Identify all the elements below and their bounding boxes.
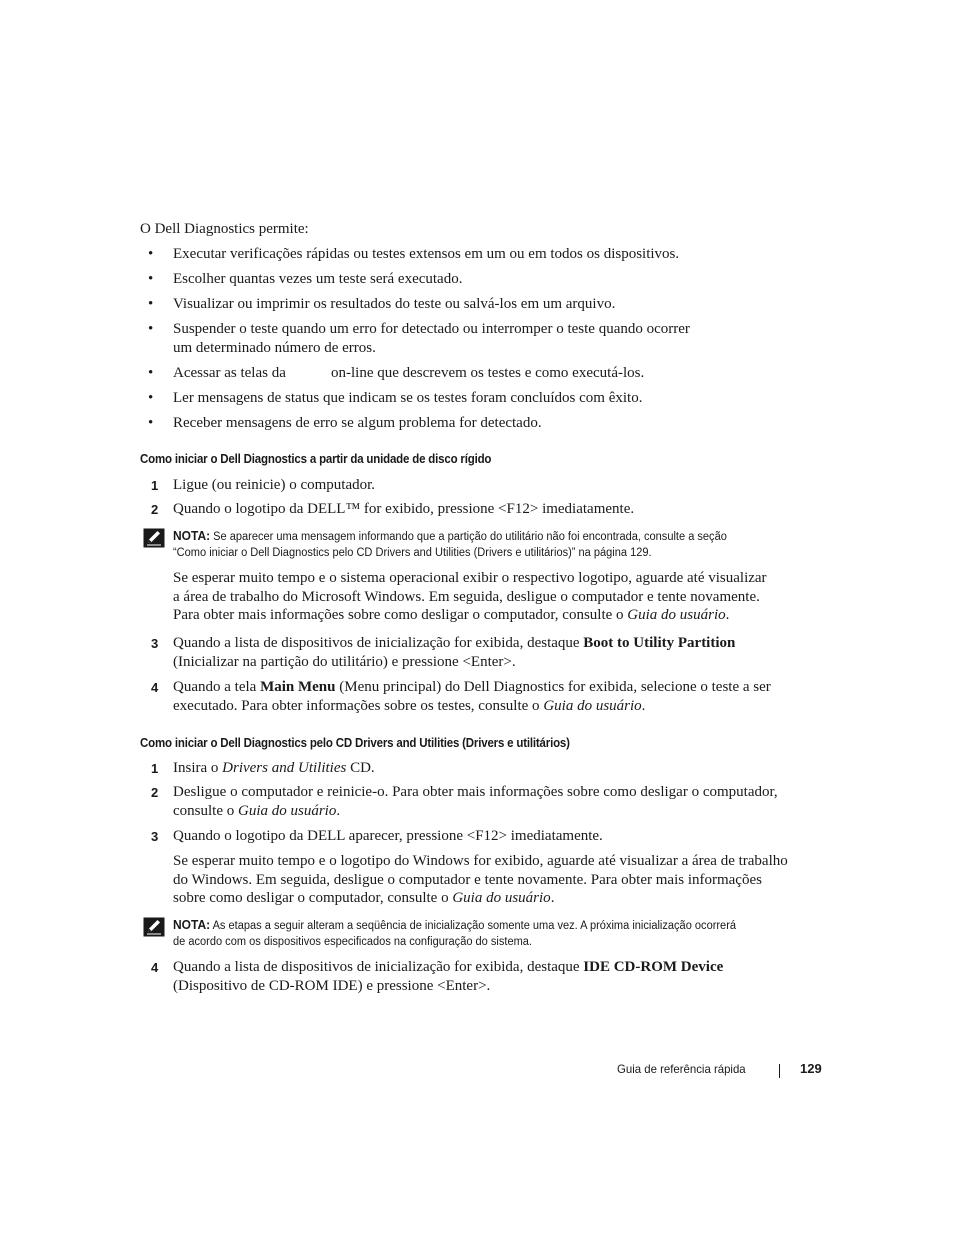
bullet-glyph: • bbox=[148, 390, 154, 406]
step-text: Quando o logotipo da DELL™ for exibido, pressione <F12> imediatamente. bbox=[173, 501, 635, 517]
pencil-note-icon bbox=[143, 917, 165, 937]
bullet-glyph: • bbox=[148, 321, 154, 337]
note-label: NOTA: bbox=[173, 529, 211, 543]
list-item-text: Executar verificações rápidas ou testes extensos em um ou em todos os dispositivos. bbox=[173, 246, 680, 262]
step-text bbox=[173, 759, 823, 778]
footer-separator bbox=[779, 1064, 780, 1078]
paragraph-text: Para obter mais informações sobre como desligar o computador, consulte o bbox=[173, 607, 628, 623]
step-text: Ligue (ou reinicie) o computador. bbox=[173, 477, 376, 493]
bullet-glyph: • bbox=[148, 365, 154, 381]
ui-term: IDE CD-ROM Device bbox=[583, 959, 724, 975]
step-number: 4 bbox=[151, 680, 159, 695]
note-line bbox=[173, 917, 807, 935]
list-item-text: Escolher quantas vezes um teste será executado. bbox=[173, 271, 463, 287]
paragraph-text: . bbox=[725, 607, 730, 623]
list-item-text: Ler mensagens de status que indicam se os testes foram concluídos com êxito. bbox=[173, 390, 643, 406]
list-item-text: Acessar as telas da bbox=[173, 365, 286, 381]
list-item-text: Receber mensagens de erro se algum problema for detectado. bbox=[173, 415, 542, 431]
step-text: Quando o logotipo da DELL aparecer, pressione <F12> imediatamente. bbox=[173, 828, 603, 844]
step-text-part: . bbox=[641, 698, 646, 714]
paragraph-line: Se esperar muito tempo e o sistema operacional exibir o respectivo logotipo, aguarde até visualizar bbox=[173, 570, 767, 586]
step-text-part: Quando a tela bbox=[173, 679, 261, 695]
step-number: 3 bbox=[151, 829, 159, 844]
step-number: 2 bbox=[151, 502, 159, 517]
guide-reference: Guia do usuário bbox=[627, 607, 726, 623]
note-label: NOTA: bbox=[173, 918, 211, 932]
step-number: 1 bbox=[151, 478, 159, 493]
intro-text: O Dell Diagnostics permite: bbox=[140, 221, 309, 237]
step-continuation bbox=[173, 802, 823, 821]
note-line: “Como iniciar o Dell Diagnostics pelo CD Drivers and Utilities (Drivers e utilitários)” na página 129. bbox=[173, 547, 652, 559]
step-text-part: consulte o bbox=[173, 803, 238, 819]
step-text-part: (Menu principal) do Dell Diagnostics for exibida, selecione o teste a ser bbox=[335, 679, 771, 695]
note-text: Se aparecer uma mensagem informando que a partição do utilitário não foi encontrada, consulte a seção bbox=[213, 531, 727, 543]
cd-name: Drivers and Utilities bbox=[222, 760, 347, 776]
section-heading: Como iniciar o Dell Diagnostics pelo CD Drivers and Utilities (Drivers e utilitários) bbox=[140, 736, 570, 750]
guide-reference: Guia do usuário bbox=[543, 698, 642, 714]
step-continuation bbox=[173, 697, 823, 716]
step-text bbox=[173, 634, 823, 653]
step-text-part: CD. bbox=[346, 760, 375, 776]
step-text-part: Quando a lista de dispositivos de inicialização for exibida, destaque bbox=[173, 959, 584, 975]
ui-term: Boot to Utility Partition bbox=[583, 635, 736, 651]
page-number: 129 bbox=[800, 1061, 822, 1076]
note-line bbox=[173, 528, 807, 546]
paragraph-line: do Windows. Em seguida, desligue o computador e tente novamente. Para obter mais informações bbox=[173, 872, 762, 888]
paragraph-line bbox=[173, 606, 823, 625]
step-number: 4 bbox=[151, 960, 159, 975]
paragraph-text: . bbox=[550, 890, 555, 906]
step-number: 2 bbox=[151, 785, 159, 800]
list-item-text: um determinado número de erros. bbox=[173, 340, 376, 356]
list-item-text: Suspender o teste quando um erro for detectado ou interromper o teste quando ocorrer bbox=[173, 321, 690, 337]
list-item-text: on-line que descrevem os testes e como executá-los. bbox=[331, 365, 645, 381]
step-number: 3 bbox=[151, 636, 159, 651]
pencil-note-icon bbox=[143, 528, 165, 548]
step-text bbox=[173, 678, 823, 697]
section-heading: Como iniciar o Dell Diagnostics a partir da unidade de disco rígido bbox=[140, 452, 492, 466]
bullet-glyph: • bbox=[148, 415, 154, 431]
guide-reference: Guia do usuário bbox=[452, 890, 551, 906]
step-text-part: Quando a lista de dispositivos de inicialização for exibida, destaque bbox=[173, 635, 584, 651]
step-text-part: executado. Para obter informações sobre os testes, consulte o bbox=[173, 698, 544, 714]
bullet-glyph: • bbox=[148, 271, 154, 287]
bullet-glyph: • bbox=[148, 296, 154, 312]
step-text-part: Insira o bbox=[173, 760, 223, 776]
guide-reference: Guia do usuário bbox=[238, 803, 337, 819]
paragraph-text: sobre como desligar o computador, consulte o bbox=[173, 890, 453, 906]
step-text: Desligue o computador e reinicie-o. Para obter mais informações sobre como desligar o computador, bbox=[173, 784, 778, 800]
step-number: 1 bbox=[151, 761, 159, 776]
note-line: de acordo com os dispositivos especificados na configuração do sistema. bbox=[173, 936, 532, 948]
bullet-glyph: • bbox=[148, 246, 154, 262]
list-item-text: Visualizar ou imprimir os resultados do teste ou salvá-los em um arquivo. bbox=[173, 296, 616, 312]
paragraph-line: Se esperar muito tempo e o logotipo do Windows for exibido, aguarde até visualizar a área de trabalho bbox=[173, 853, 788, 869]
step-continuation: (Dispositivo de CD-ROM IDE) e pressione <Enter>. bbox=[173, 978, 491, 994]
paragraph-line bbox=[173, 889, 823, 908]
paragraph-line: a área de trabalho do Microsoft Windows. Em seguida, desligue o computador e tente novamente. bbox=[173, 589, 760, 605]
step-text-part: . bbox=[336, 803, 341, 819]
ui-term: Main Menu bbox=[260, 679, 336, 695]
step-continuation: (Inicializar na partição do utilitário) e pressione <Enter>. bbox=[173, 654, 516, 670]
footer-title: Guia de referência rápida bbox=[617, 1062, 746, 1076]
note-text: As etapas a seguir alteram a seqüência de inicialização somente uma vez. A próxima inicialização ocorrerá bbox=[212, 920, 737, 932]
step-text bbox=[173, 958, 823, 977]
